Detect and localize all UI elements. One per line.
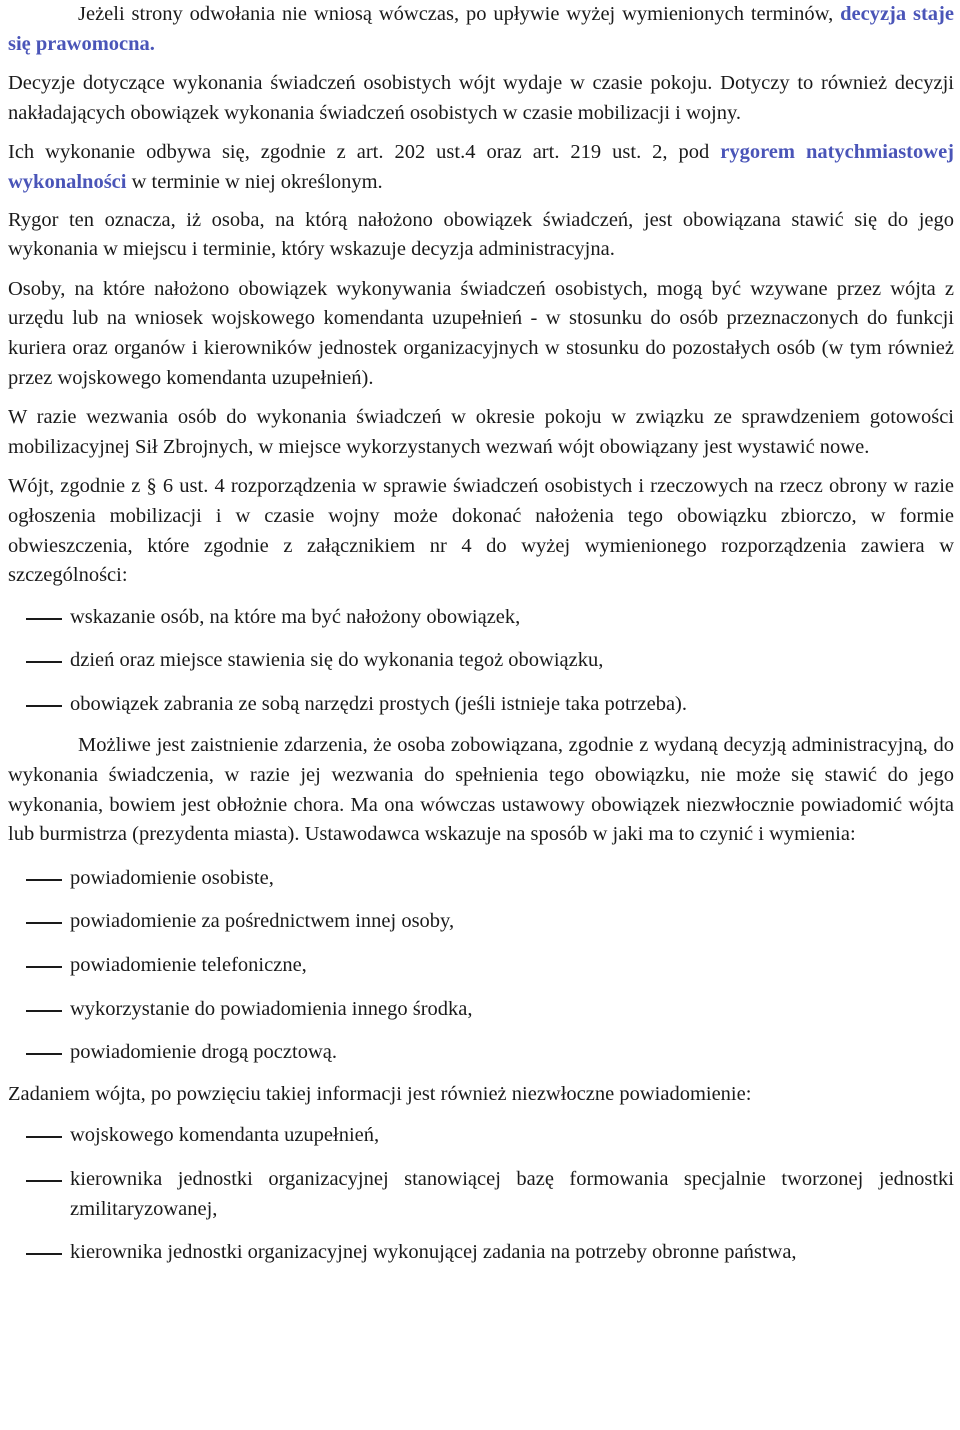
list-item: wykorzystanie do powiadomienia innego środka, [8,995,954,1025]
paragraph-wykonanie [8,138,954,197]
dash-bullet [26,864,62,894]
dash-bullet [26,603,62,633]
paragraph-decyzje-pokoj: Decyzje dotyczące wykonania świadczeń osobistych wójt wydaje w czasie pokoju. Dotyczy to również decyzji nakładających obowiązek wykonania świadczeń osobistych w czasie mobilizacji i wojny. [8,72,954,124]
dash-bullet [26,690,62,720]
list-powiadomienie [8,864,954,1068]
paragraph-zadanie-wojta: Zadaniem wójta, po powzięciu takiej informacji jest również niezwłoczne powiadomienie: [8,1082,752,1105]
list-item: wskazanie osób, na które ma być nałożony obowiązek, [8,603,954,633]
dash-bullet [26,907,62,937]
list-obwieszczenie [8,603,954,720]
text-segment: Jeżeli strony odwołania nie wniosą wówczas, po upływie wyżej wymienionych terminów, [78,3,841,25]
highlight-rygor: rygorem natychmiastowej wykonalności [8,141,954,193]
dash-bullet [26,995,62,1025]
dash-bullet [26,1238,62,1268]
paragraph-choroba: Możliwe jest zaistnienie zdarzenia, że osoba zobowiązana, zgodnie z wydaną decyzją administracyjną, do wykonania świadczenia, w razie jej wezwania do spełnienia tego obowiązku, nie może się stawić do jego wykonania, bowiem jest obłożnie chora. Ma ona wówczas ustawowy obowiązek niezwłocznie powiadomić wójta lub burmistrza (prezydenta miasta). Ustawodawca wskazuje na sposób w jaki ma to czynić i wymienia: [8,734,954,846]
dash-bullet [26,1165,62,1195]
text-segment: w terminie w niej określonym. [126,170,383,193]
dash-bullet [26,1121,62,1151]
dash-bullet [26,646,62,676]
list-item: dzień oraz miejsce stawienia się do wykonania tegoż obowiązku, [8,646,954,676]
list-item: powiadomienie telefoniczne, [8,951,954,981]
list-item: obowiązek zabrania ze sobą narzędzi prostych (jeśli istnieje taka potrzeba). [8,690,954,720]
highlight-decyzja-prawomocna: decyzja staje się prawomocna. [8,3,954,55]
paragraph-rygor: Rygor ten oznacza, iż osoba, na którą nałożono obowiązek świadczeń, jest obowiązana stawić się do jego wykonania w miejscu i terminie, który wskazuje decyzja administracyjna. [8,208,954,261]
paragraph-wojt-zbiorczo: Wójt, zgodnie z § 6 ust. 4 rozporządzenia w sprawie świadczeń osobistych i rzeczowych na rzecz obrony w razie ogłoszenia mobilizacji i w czasie wojny może dokonać nałożenia tego obowiązku zbiorczo, w formie obwieszczenia, które zgodnie z załącznikiem nr 4 do wyżej wymienionego rozporządzenia zawiera w szczególności: [8,475,954,587]
list-item: powiadomienie drogą pocztową. [8,1038,954,1068]
text-segment: Ich wykonanie odbywa się, zgodnie z art. 202 ust.4 oraz art. 219 ust. 2, pod [8,141,721,164]
list-item: powiadomienie osobiste, [8,864,954,894]
paragraph-osoby-wzywane: Osoby, na które nałożono obowiązek wykonywania świadczeń osobistych, mogą być wzywane przez wójta z urzędu lub na wniosek wojskowego komendanta uzupełnień - w stosunku do osób przeznaczonych do funkcji kuriera oraz organów i kierowników jednostek organizacyjnych w stosunku do pozostałych osób (w tym również przez wojskowego komendanta uzupełnień). [8,277,954,389]
list-item: wojskowego komendanta uzupełnień, [8,1121,954,1151]
list-zadanie-wojta [8,1121,954,1267]
list-item: kierownika jednostki organizacyjnej wykonującej zadania na potrzeby obronne państwa, [8,1238,954,1268]
paragraph-prawomocnosc [8,0,954,59]
list-item: kierownika jednostki organizacyjnej stanowiącej bazę formowania specjalnie tworzonej jednostki zmilitaryzowanej, [8,1165,954,1224]
list-item: powiadomienie za pośrednictwem innej osoby, [8,907,954,937]
paragraph-wezwania: W razie wezwania osób do wykonania świadczeń w okresie pokoju w związku ze sprawdzeniem gotowości mobilizacyjnej Sił Zbrojnych, w miejsce wykorzystanych wezwań wójt obowiązany jest wystawić nowe. [8,406,954,458]
dash-bullet [26,1038,62,1068]
dash-bullet [26,951,62,981]
